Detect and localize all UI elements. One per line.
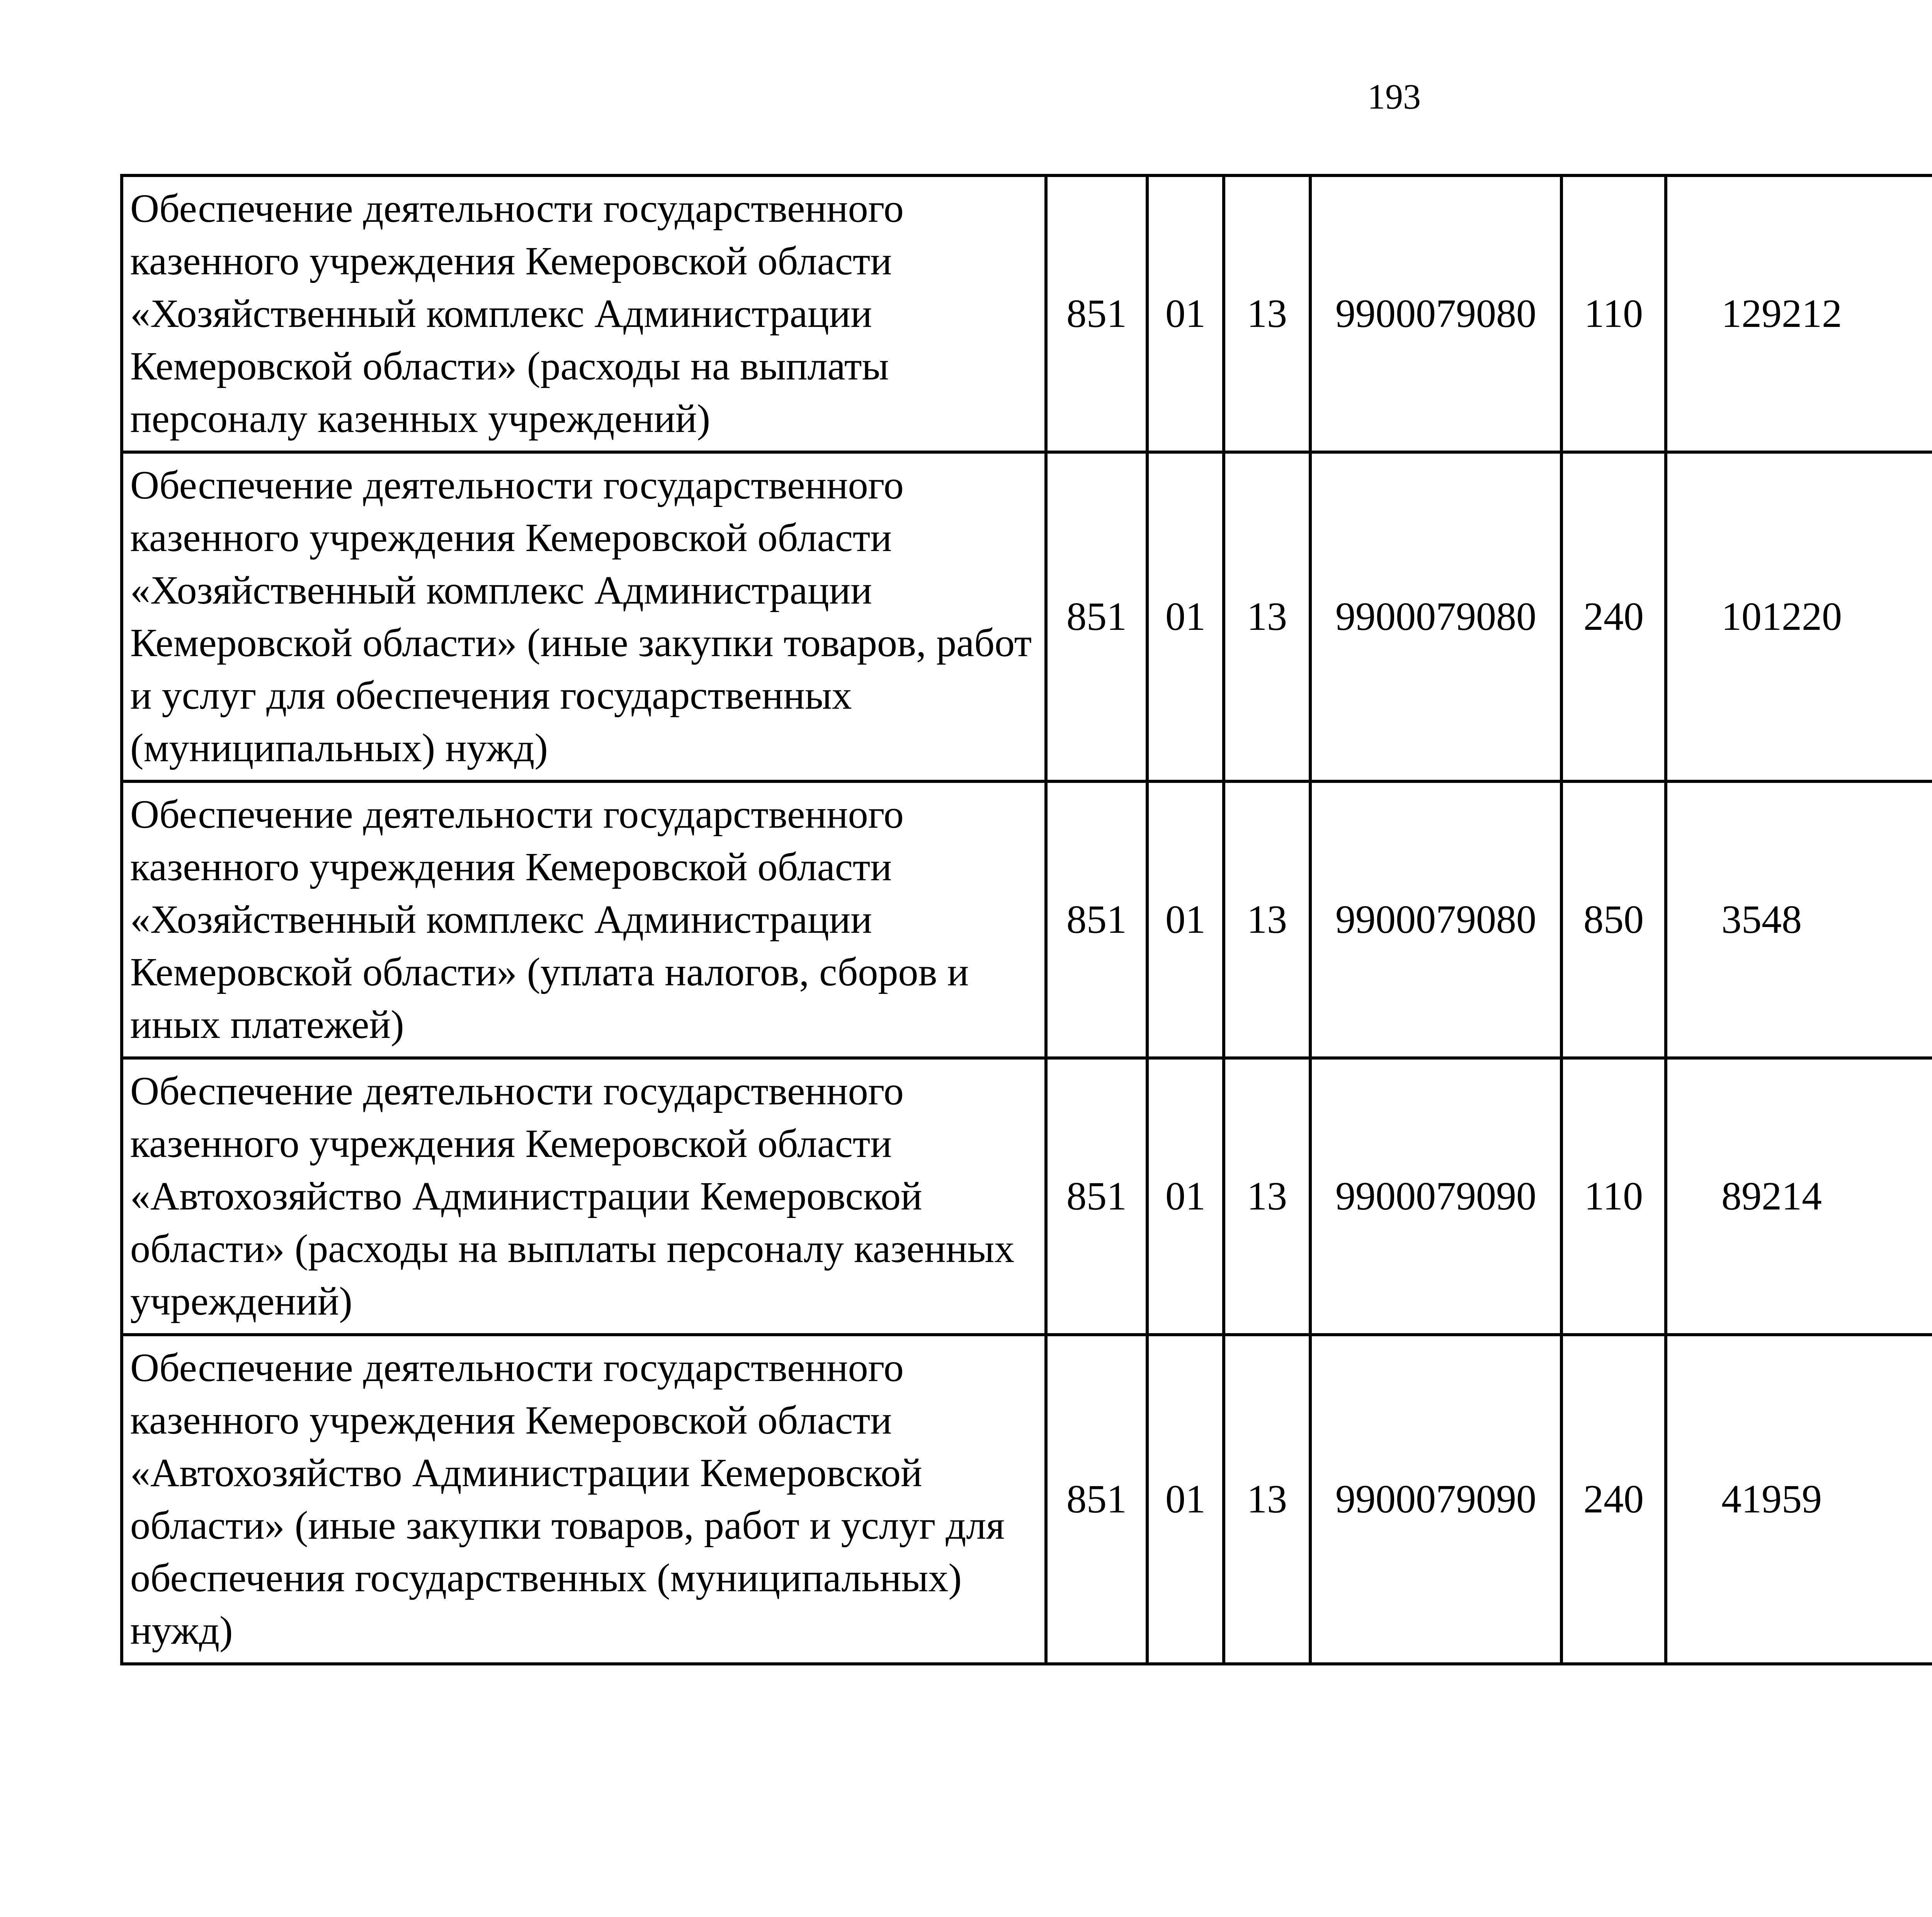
- amount-1: 101220: [1666, 452, 1932, 781]
- expense-type-code: 240: [1561, 1335, 1666, 1664]
- subsection-code: 13: [1224, 452, 1310, 781]
- ministry-code: 851: [1046, 452, 1147, 781]
- expense-type-code: 240: [1561, 452, 1666, 781]
- target-article-code: 9900079080: [1310, 781, 1561, 1058]
- expense-type-code: 110: [1561, 175, 1666, 452]
- ministry-code: 851: [1046, 175, 1147, 452]
- section-code: 01: [1147, 1058, 1224, 1335]
- target-article-code: 9900079090: [1310, 1335, 1561, 1664]
- expense-type-code: 850: [1561, 781, 1666, 1058]
- subsection-code: 13: [1224, 1058, 1310, 1335]
- target-article-code: 9900079090: [1310, 1058, 1561, 1335]
- target-article-code: 9900079080: [1310, 452, 1561, 781]
- row-description: Обеспечение деятельности государственного казенного учреждения Кемеровской области «Хозяйственный комплекс Администрации Кемеровской области» (уплата налогов, сборов и иных платежей): [122, 781, 1046, 1058]
- page-number: 193: [1367, 77, 1421, 116]
- table-row: [122, 1058, 1932, 1335]
- budget-table: [120, 174, 1932, 1665]
- section-code: 01: [1147, 781, 1224, 1058]
- amount-1: 129212: [1666, 175, 1932, 452]
- ministry-code: 851: [1046, 1058, 1147, 1335]
- amount-1: 89214: [1666, 1058, 1932, 1335]
- row-description: Обеспечение деятельности государственного казенного учреждения Кемеровской области «Автохозяйство Администрации Кемеровской области» (расходы на выплаты персоналу казенных учреждений): [122, 1058, 1046, 1335]
- target-article-code: 9900079080: [1310, 175, 1561, 452]
- section-code: 01: [1147, 1335, 1224, 1664]
- section-code: 01: [1147, 452, 1224, 781]
- expense-type-code: 110: [1561, 1058, 1666, 1335]
- section-code: 01: [1147, 175, 1224, 452]
- ministry-code: 851: [1046, 1335, 1147, 1664]
- table-row: [122, 781, 1932, 1058]
- table-row: [122, 452, 1932, 781]
- subsection-code: 13: [1224, 175, 1310, 452]
- subsection-code: 13: [1224, 1335, 1310, 1664]
- row-description: Обеспечение деятельности государственного казенного учреждения Кемеровской области «Хозяйственный комплекс Администрации Кемеровской области» (иные закупки товаров, работ и услуг для обеспечения государственных (муниципальных) нужд): [122, 452, 1046, 781]
- row-description: Обеспечение деятельности государственного казенного учреждения Кемеровской области «Автохозяйство Администрации Кемеровской области» (иные закупки товаров, работ и услуг для обеспечения государственных (муниципальных) нужд): [122, 1335, 1046, 1664]
- table-row: [122, 175, 1932, 452]
- subsection-code: 13: [1224, 781, 1310, 1058]
- amount-1: 41959: [1666, 1335, 1932, 1664]
- table-row: [122, 1335, 1932, 1664]
- ministry-code: 851: [1046, 781, 1147, 1058]
- row-description: Обеспечение деятельности государственного казенного учреждения Кемеровской области «Хозяйственный комплекс Администрации Кемеровской области» (расходы на выплаты персоналу казенных учреждений): [122, 175, 1046, 452]
- amount-1: 3548: [1666, 781, 1932, 1058]
